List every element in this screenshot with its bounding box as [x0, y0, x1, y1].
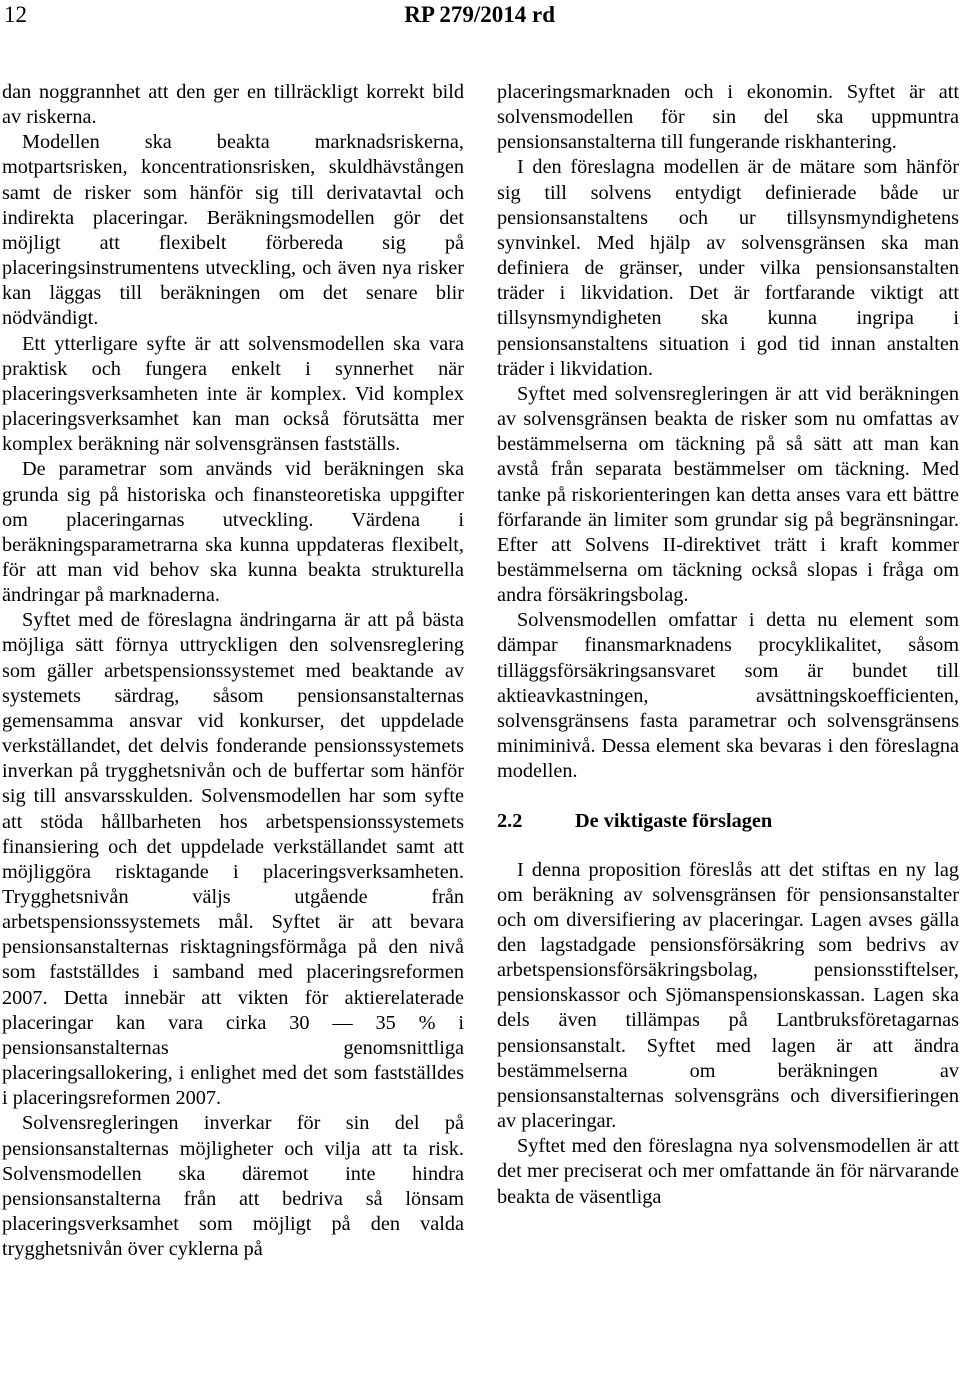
paragraph: placeringsmarknaden och i ekonomin. Syftet är att solvensmodellen för sin del ska uppmuntra pensionsanstalterna till fungerande riskhantering.	[497, 81, 959, 154]
left-column	[2, 80, 464, 1262]
section-heading	[497, 809, 959, 834]
paragraph: Ett ytterligare syfte är att solvensmodellen ska vara praktisk och fungera enkelt i synnerhet när placeringsverksamheten inte är komplex. Vid komplex placeringsverksamhet kan man också förutsätta mer komplex beräkning när solvensgränsen fastställs.	[2, 332, 464, 456]
paragraph: I denna proposition föreslås att det stiftas en ny lag om beräkning av solvensgränsen för pensionsanstalter och om diversifiering av placeringar. Lagen avses gälla den lagstadgade pensionsförsäkring som bedrivs av arbetspensionsförsäkringsbolag, pensionsstiftelser, pensionskassor och Sjömanspensionskassan. Lagen ska dels även tillämpas på Lantbruksföretagarnas pensionsanstalt. Syftet med lagen är att ändra bestämmelserna om beräkningen av pensionsanstalternas solvensgräns och diversifieringen av placeringar.	[497, 858, 959, 1133]
section-title: De viktigaste förslagen	[575, 810, 773, 833]
paragraph: Syftet med solvensregleringen är att vid beräkningen av solvensgränsen beakta de risker som nu omfattas av bestämmelserna om täckning på så sätt att man kan avstå från separata bestämmelser om täckning. Med tanke på riskorienteringen kan detta anses vara ett bättre förfarande än limiter som grundar sig på begränsningar. Efter att Solvens II-direktivet trätt i kraft kommer bestämmelserna om täckning också slopas i fråga om andra försäkringsbolag.	[497, 382, 959, 607]
page-number: 12	[4, 2, 27, 27]
paragraph: I den föreslagna modellen är de mätare som hänför sig till solvens entydigt definierade både ur pensionsanstaltens och ur tillsynsmyndighetens synvinkel. Med hjälp av solvensgränsen ska man definiera de gränser, under vilka pensionsanstalten träder i likvidation. Det är fortfarande viktigt att tillsynsmyndigheten ska kunna ingripa i pensionsanstaltens situation i god tid innan anstalten träder i likvidation.	[497, 156, 959, 380]
paragraph: dan noggrannhet att den ger en tillräckligt korrekt bild av riskerna.	[2, 81, 464, 129]
paragraph: Syftet med de föreslagna ändringarna är att på bästa möjliga sätt förnya uttryckligen den solvensreglering som gäller arbetspensionssystemet med beaktande av systemets särdrag, såsom pensionsanstalternas gemensamma ansvar vid konkurser, det uppdelade verkställandet, det delvis fonderande pensionssystemets inverkan på trygghetsnivån och de buffertar som hänför sig till ansvarsskulden. Solvensmodellen har som syfte att stöda hållbarheten hos arbetspensionssystemets finansiering och det uppdelade verkställandet samt att möjliggöra risktagande i placeringsverksamheten. Trygghetsnivån väljs utgående från arbetspensionssystemets mål. Syftet är att bevara pensionsanstalternas risktagningsförmåga på den nivå som fastställdes i samband med placeringsreformen 2007. Detta innebär att vikten för aktierelaterade placeringar kan vara cirka 30 — 35 % i pensionsanstalternas genomsnittliga placeringsallokering, i enlighet med det som fastställdes i placeringsreformen 2007.	[2, 609, 464, 1110]
paragraph: Syftet med den föreslagna nya solvensmodellen är att det mer preciserat och mer omfattande än för närvarande beakta de väsentliga	[497, 1135, 959, 1208]
paragraph: De parametrar som används vid beräkningen ska grunda sig på historiska och finansteoretiska uppgifter om placeringarnas utveckling. Värdena i beräkningsparametrarna ska kunna uppdateras flexibelt, för att man vid behov ska kunna beakta strukturella ändringar på marknaderna.	[2, 458, 464, 607]
document-id: RP 279/2014 rd	[404, 2, 555, 27]
section-number: 2.2	[497, 810, 523, 833]
right-column	[497, 80, 959, 1210]
paragraph: Solvensmodellen omfattar i detta nu element som dämpar finansmarknadens procyklikalitet, såsom tilläggsförsäkringsansvaret som är bundet till aktieavkastningen, avsättningskoefficienten, solvensgränsens fasta parametrar och solvensgränsens miniminivå. Dessa element ska bevaras i den föreslagna modellen.	[497, 609, 959, 783]
paragraph: Modellen ska beakta marknadsriskerna, motpartsrisken, koncentrationsrisken, skuldhävstången samt de risker som hänför sig till derivatavtal och indirekta placeringar. Beräkningsmodellen gör det möjligt att flexibelt förbereda sig på placeringsinstrumentens utveckling, och även nya risker kan läggas till beräkningen om det senare blir nödvändigt.	[2, 131, 464, 330]
paragraph: Solvensregleringen inverkar för sin del på pensionsanstalternas möjligheter och vilja att ta risk. Solvensmodellen ska däremot inte hindra pensionsanstalterna från att bedriva så lönsam placeringsverksamhet som möjligt på den valda trygghetsnivån över cyklerna på	[2, 1112, 464, 1261]
